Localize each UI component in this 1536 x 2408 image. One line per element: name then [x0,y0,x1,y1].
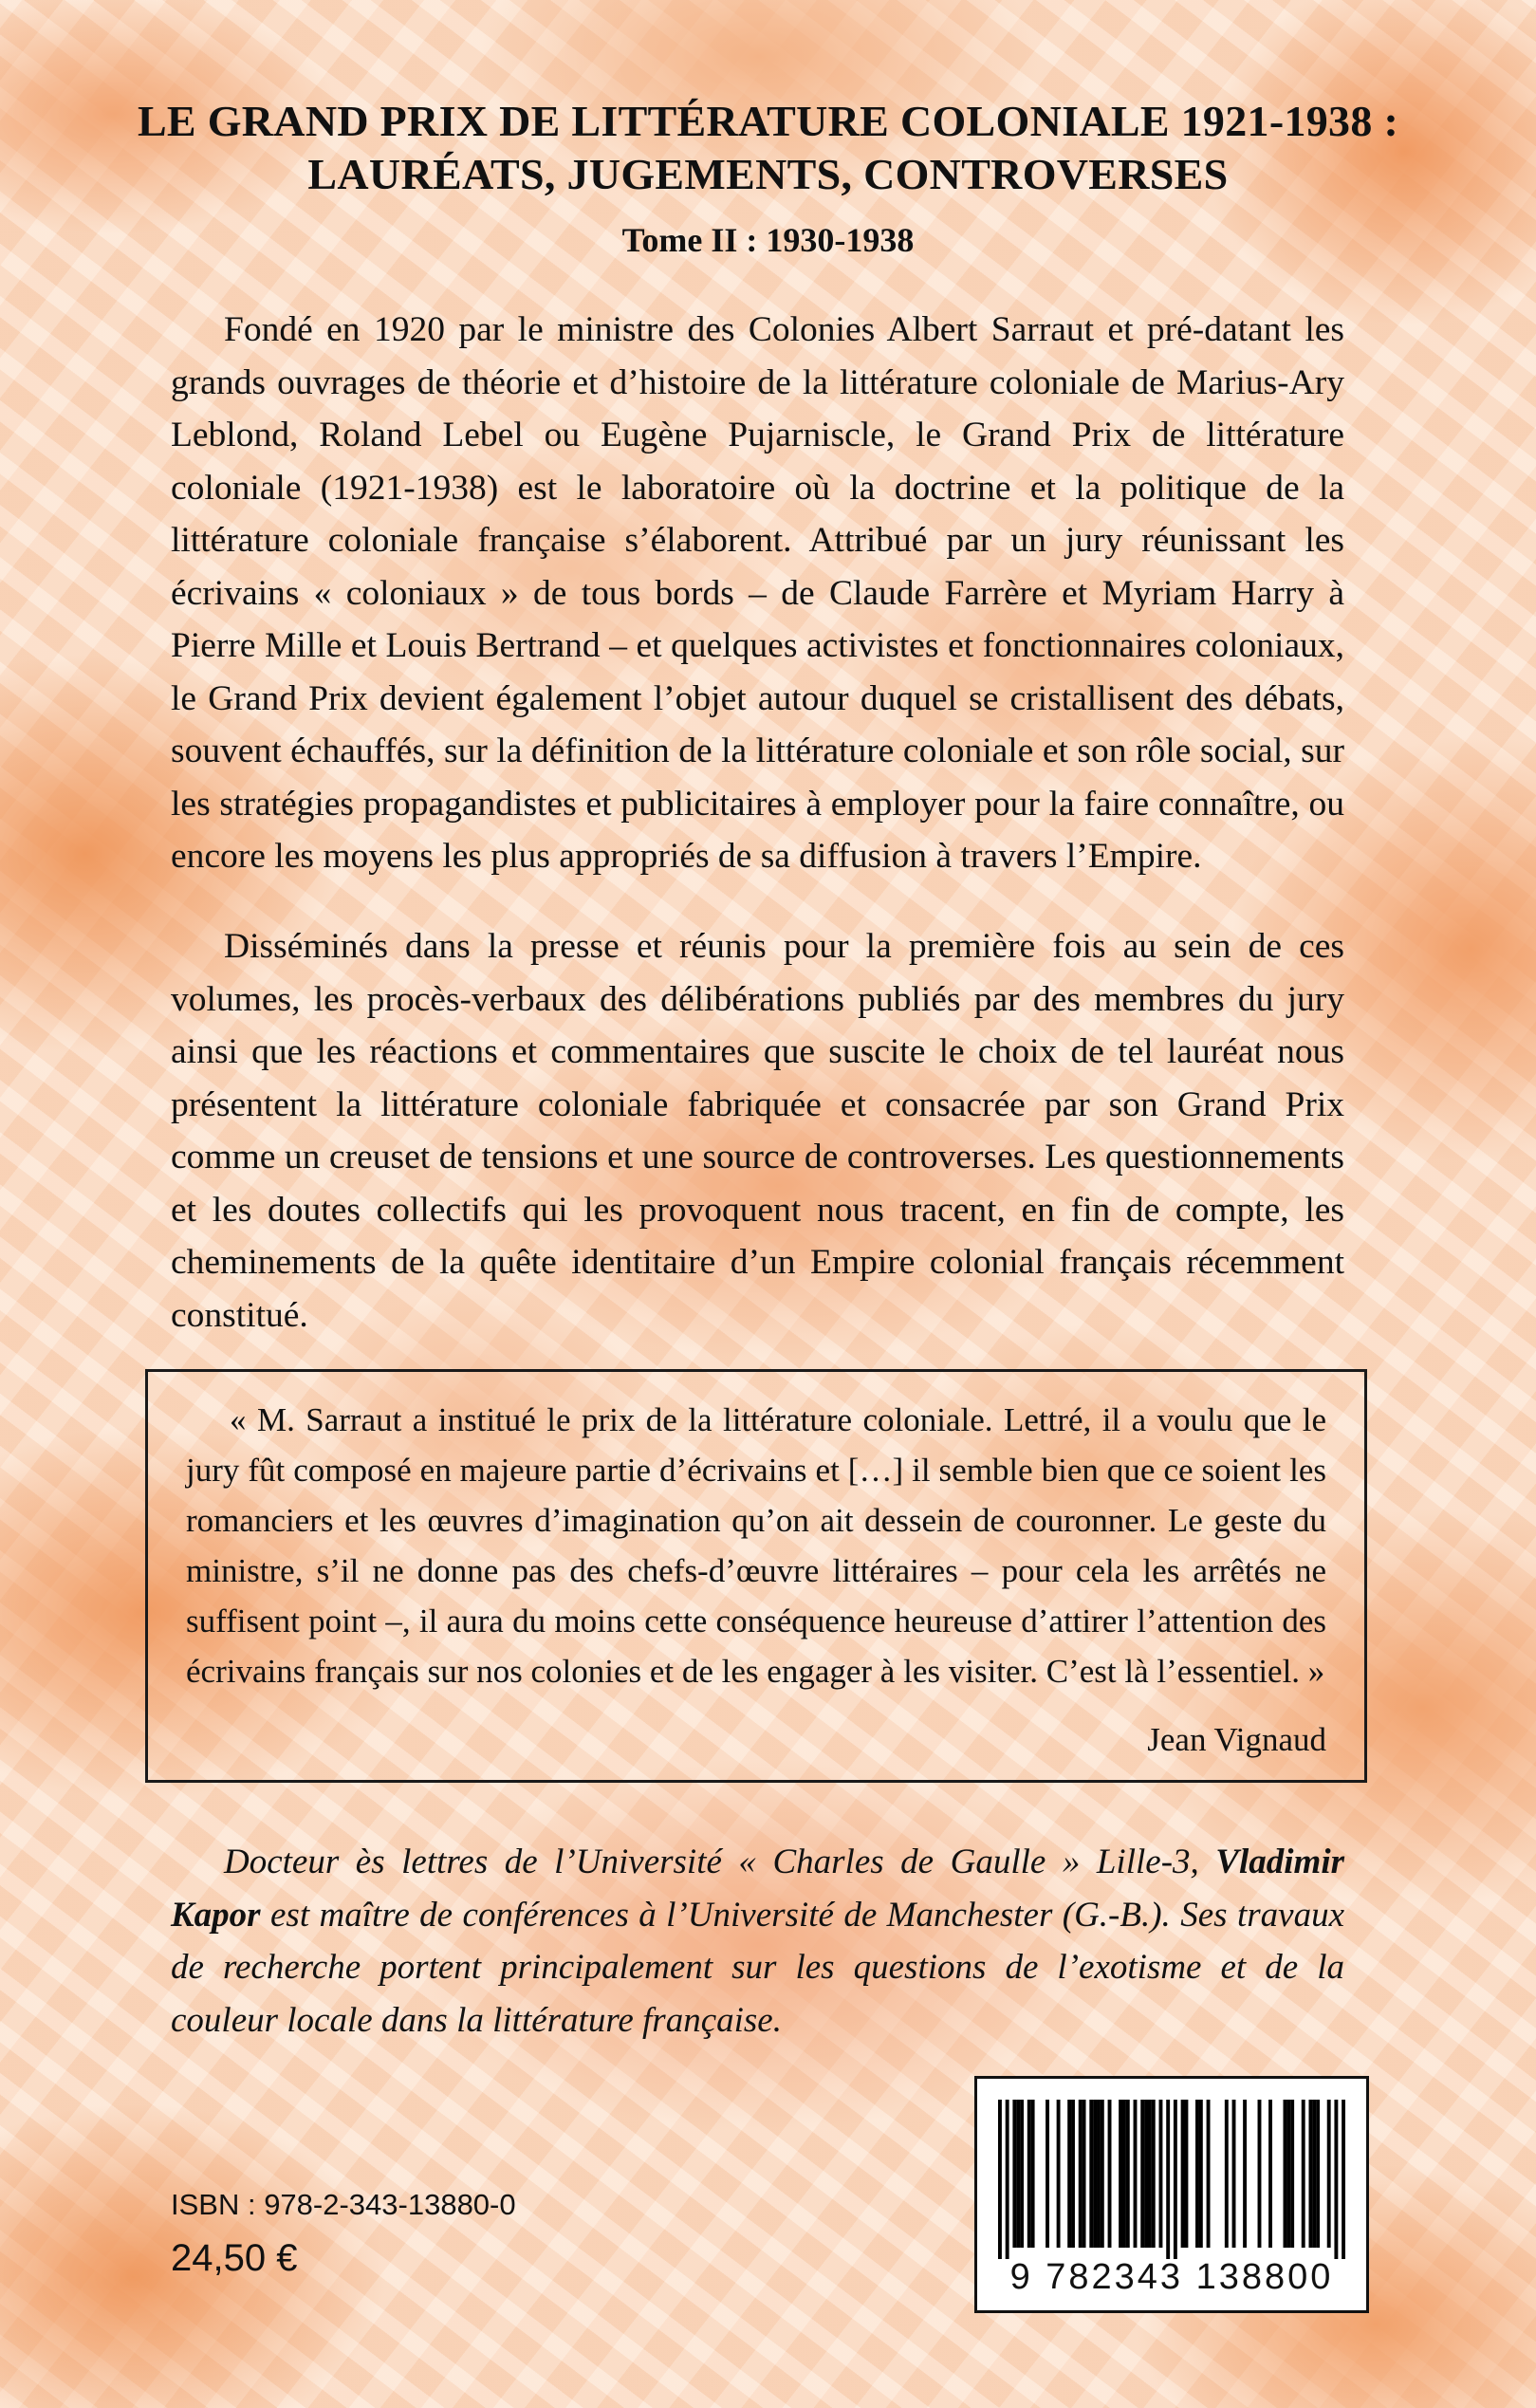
barcode-bar-1 [1006,2100,1009,2259]
barcode-bar-46 [1327,2100,1331,2248]
barcode-digits: 9 782343 138800 [1009,2257,1334,2297]
barcode-bar-39 [1284,2100,1287,2248]
barcode-bar-7 [1046,2100,1049,2248]
title-line-1: LE GRAND PRIX DE LITTÉRATURE COLONIALE 1921-1938 : [137,97,1399,145]
barcode-bar-11 [1079,2100,1083,2248]
barcode-bar-13 [1089,2100,1093,2248]
barcode-bar-21 [1134,2100,1138,2248]
summary-paragraph-2: Disséminés dans la presse et réunis pour la première fois au sein de ces volumes, les procès-verbaux des délibérations publiés par des membres du jury ainsi que les réactions et commentaires que suscite le choix de tel lauréat nous présentent la littérature coloniale fabriquée et consacrée par son Grand Prix comme un creuset de tensions et une source de controverses. Les questionnements et les doutes collectifs qui les provoquent nous tracent, en fin de compte, les cheminements de la quête identitaire d’un Empire colonial français récemment constitué. [171,927,1344,1335]
barcode-bar-29 [1181,2100,1185,2248]
barcode-bar-8 [1057,2100,1061,2248]
barcode [974,2076,1369,2313]
barcode-bar-37 [1258,2100,1262,2248]
barcode-bar-36 [1243,2100,1247,2248]
barcode-bar-16 [1101,2100,1104,2248]
barcode-bar-34 [1225,2100,1229,2248]
barcode-bar-31 [1195,2100,1199,2248]
isbn: ISBN : 978-2-343-13880-0 [171,2188,516,2221]
bio-text-after: est maître de conférences à l’Université de Manchester (G.-B.). Ses travaux de recherche portent principalement sur les questions de l’exotisme et de la couleur locale dans la littérature française. [171,1895,1344,2040]
barcode-bar-19 [1122,2100,1126,2248]
barcode-bar-5 [1027,2100,1031,2248]
quote-text: « M. Sarraut a institué le prix de la littérature coloniale. Lettré, il a voulu que le jury fût composé en majeure partie d’écrivains et […] il semble bien que ce soient les romanciers et les œuvres d’imagination qu’on ait dessein de couronner. Le geste du ministre, s’il ne donne pas des chefs-d’œuvre littéraires – pour cela les arrêtés ne suffisent point –, il aura du moins cette conséquence heureuse d’attirer l’attention des écrivains français sur nos colonies et de les engager à les visiter. C’est là l’essentiel. » [186,1401,1326,1690]
barcode-bar-48 [1342,2100,1345,2259]
barcode-bar-12 [1083,2100,1086,2248]
barcode-bar-17 [1108,2100,1112,2248]
barcode-bars [998,2100,1345,2259]
barcode-bar-25 [1152,2100,1156,2248]
barcode-bar-20 [1126,2100,1130,2248]
barcode-bar-15 [1097,2100,1101,2248]
price: 24,50 € [171,2237,298,2279]
barcode-bar-28 [1174,2100,1177,2259]
barcode-bar-26 [1159,2100,1163,2248]
barcode-bar-24 [1148,2100,1152,2248]
barcode-bar-44 [1312,2100,1316,2248]
barcode-bar-45 [1316,2100,1320,2248]
author-name: Vladimir Kapor [171,1843,1344,1935]
barcode-bar-2 [1012,2100,1016,2248]
barcode-bar-43 [1308,2100,1312,2248]
barcode-bar-10 [1071,2100,1075,2248]
bio-text-before: Docteur ès lettres de l’Université « Charles de Gaulle » Lille-3, [224,1843,1216,1881]
author-bio [171,1836,1344,2047]
title-line-2: LAURÉATS, JUGEMENTS, CONTROVERSES [307,150,1229,198]
barcode-bar-18 [1119,2100,1122,2248]
barcode-bar-41 [1290,2100,1294,2248]
barcode-bar-3 [1016,2100,1020,2248]
barcode-bar-33 [1207,2100,1211,2248]
barcode-bar-27 [1166,2100,1170,2259]
quote-author: Jean Vignaud [1147,1721,1326,1758]
barcode-bar-14 [1093,2100,1097,2248]
barcode-bar-9 [1067,2100,1071,2248]
barcode-bar-6 [1031,2100,1035,2248]
barcode-bar-42 [1302,2100,1305,2248]
barcode-bar-4 [1020,2100,1024,2248]
volume-subtitle: Tome II : 1930-1938 [621,221,915,259]
summary-paragraph-1: Fondé en 1920 par le ministre des Colonies Albert Sarraut et pré-datant les grands ouvrages de théorie et d’histoire de la littérature coloniale de Marius-Ary Leblond, Roland Lebel ou Eugène Pujarniscle, le Grand Prix de littérature coloniale (1921-1938) est le laboratoire où la doctrine et la politique de la littérature coloniale française s’élaborent. Attribué par un jury réunissant les écrivains « coloniaux » de tous bords – de Claude Farrère et Myriam Harry à Pierre Mille et Louis Bertrand – et quelques activistes et fonctionnaires coloniaux, le Grand Prix devient également l’objet autour duquel se cristallisent des débats, souvent échauffés, sur la définition de la littérature coloniale et son rôle social, sur les stratégies propagandistes et publicitaires à employer pour la faire connaître, ou encore les moyens les plus appropriés de sa diffusion à travers l’Empire. [171,310,1344,876]
barcode-bar-40 [1286,2100,1290,2248]
barcode-bar-0 [998,2100,1002,2259]
barcode-bar-30 [1184,2100,1188,2248]
barcode-bar-22 [1140,2100,1144,2248]
barcode-bar-35 [1232,2100,1236,2248]
barcode-bar-23 [1144,2100,1148,2248]
quote-box [145,1369,1367,1783]
barcode-bar-32 [1199,2100,1203,2248]
barcode-bar-38 [1268,2100,1272,2248]
barcode-bar-47 [1334,2100,1338,2259]
